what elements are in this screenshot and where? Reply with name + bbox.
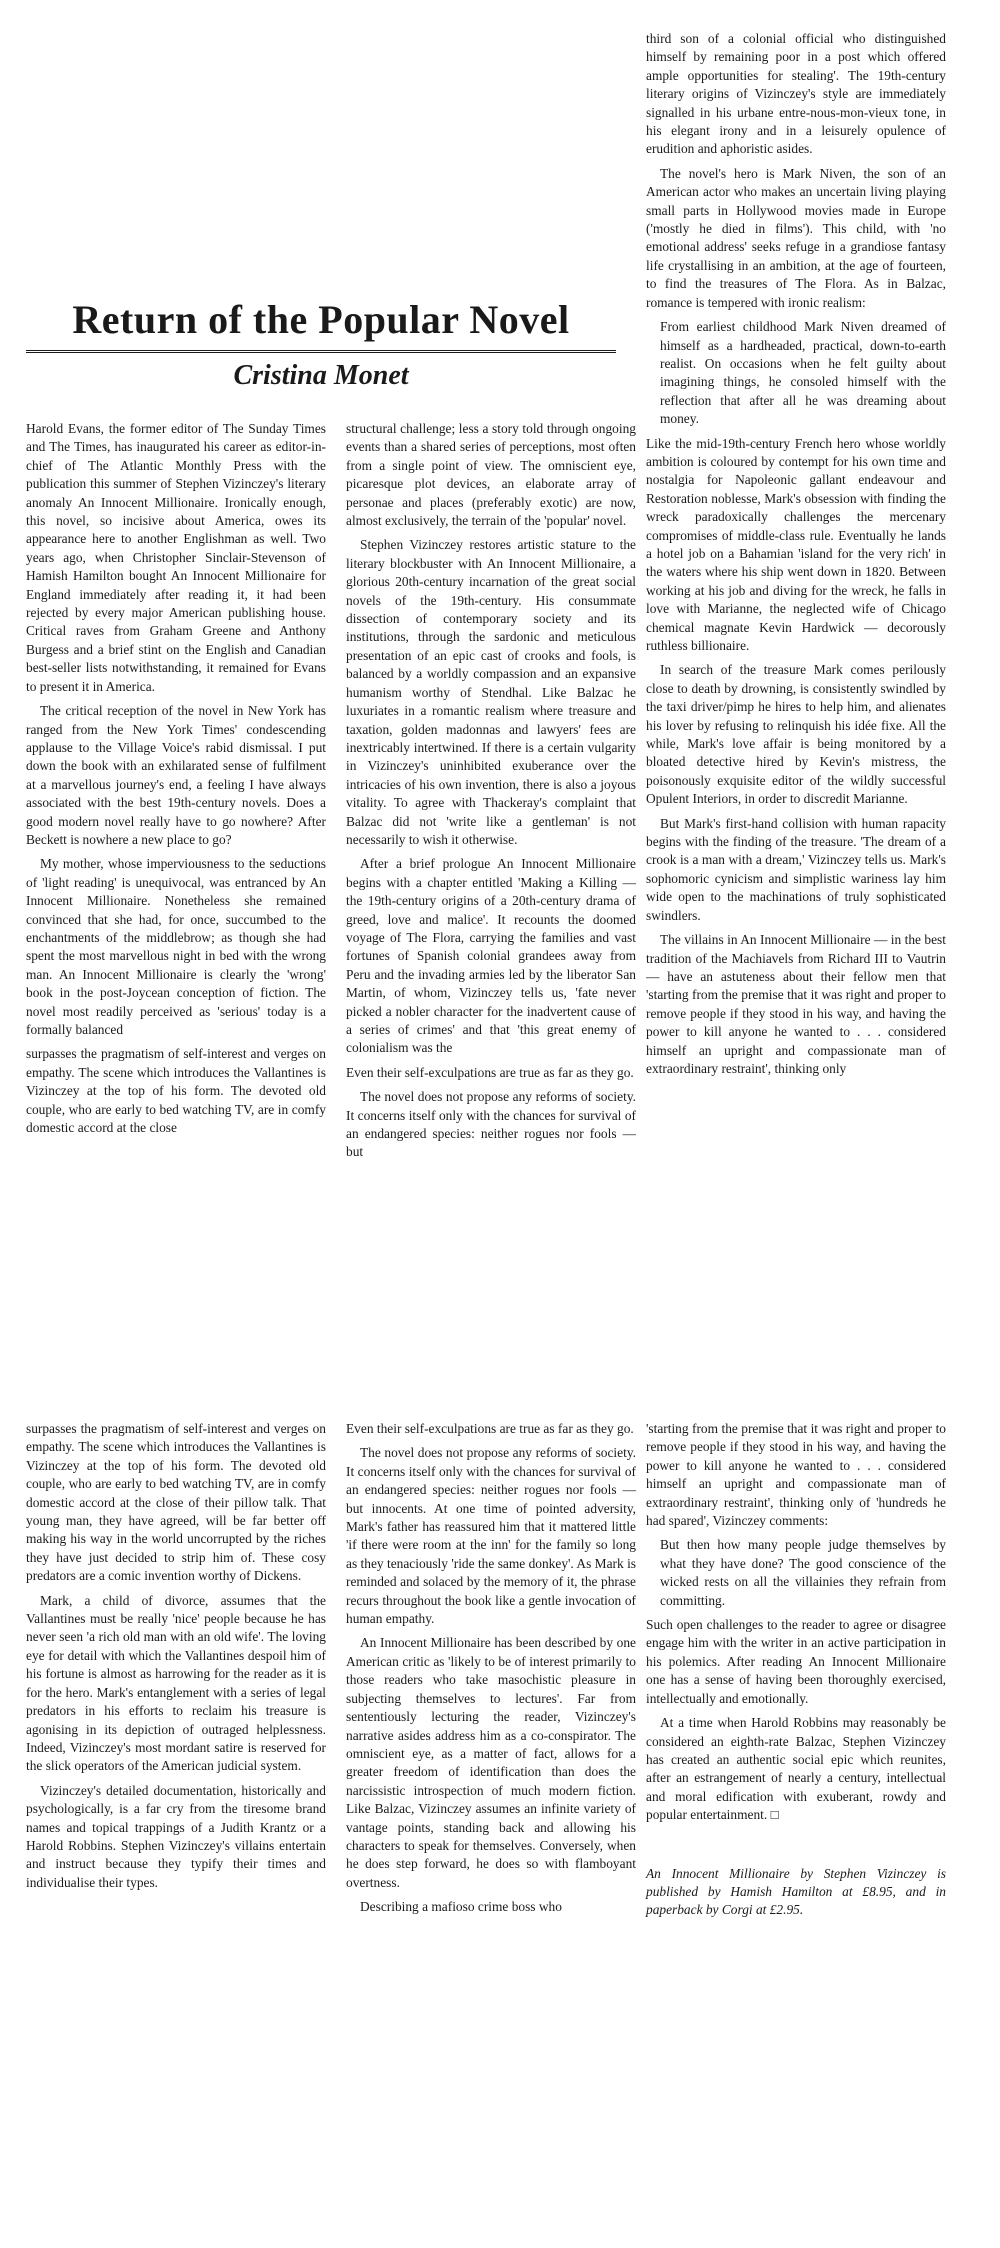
paragraph: After a brief prologue An Innocent Millionaire begins with a chapter entitled 'Making a Killing — the 19th-century origins of a 20th-century drama of greed, love and malice'. It recounts the doomed voyage of The Flora, carrying the families and vast fortunes of Spanish colonial grandees away from Peru and the invading armies led by the liberator San Martin, of whom, Vizinczey tells us, 'fate never picked a nobler character for the inadvertent cause of a series of crimes' and that 'this great enemy of colonialism was the <box>346 856 636 1056</box>
blank-area <box>0 2120 1000 2248</box>
paragraph: Harold Evans, the former editor of The Sunday Times and The Times, has inaugurated his career as editor-in-chief of The Atlantic Monthly Press with the publication this summer of Stephen Vizinczey's literary anomaly An Innocent Millionaire. Ironically enough, this novel, so incisive about America, owes its appearance here to another Englishman as well. Two years ago, when Christopher Sinclair-Stevenson of Hamish Hamilton bought An Innocent Millionaire for England immediately after reading it, it had been rejected by every major American publishing house. Critical raves from Graham Greene and Anthony Burgess and a brief stint on the English and Canadian best-seller lists notwithstanding, it remained for Evans to present it in America. <box>26 421 326 694</box>
publication-credit: An Innocent Millionaire by Stephen Vizinczey is published by Hamish Hamilton at £8.95, and in paperback by Corgi at £2.95. <box>646 1865 946 1918</box>
top-column-3 <box>646 30 946 1084</box>
end-mark: □ <box>770 1807 779 1823</box>
top-column-2 <box>346 420 636 1168</box>
paragraph: The novel's hero is Mark Niven, the son of an American actor who makes an uncertain living playing small parts in Hollywood movies made in Europe ('mostly he died in films'). This child, with 'no emotional address' seeks refuge in a grandiose fantasy life crystallising in an ambition, at the age of fourteen, to find the treasures of The Flora. As in Balzac, romance is tempered with ironic realism: <box>646 165 946 310</box>
article-title: Return of the Popular Novel <box>72 297 570 342</box>
paragraph: Even their self-exculpations are true as far as they go. <box>346 1064 634 1080</box>
title-rule <box>26 350 616 351</box>
bottom-column-1 <box>26 1420 326 1898</box>
paragraph: The novel does not propose any reforms of society. It concerns itself only with the chances for survival of an endangered species: neither rogues nor fools — but innocents. At one time of pointed adversity, Mark's father has reassured him that it mattered little 'if there were room at the inn' for the family so long as they tenaciously 'ride the same donkey'. As Mark is reminded and solaced by the memory of it, the phrase recurs throughout the book like a gentle invocation of human empathy. <box>346 1445 636 1627</box>
paragraph: surpasses the pragmatism of self-interest and verges on empathy. The scene which introduces the Vallantines is Vizinczey at the top of his form. The devoted old couple, who are early to bed watching TV, are in comfy domestic accord at the close of their pillow talk. That young man, they have agreed, will be far better off making his way in the world uncorrupted by the riches they have just decided to strip him of. These cosy predators are a comic invention worthy of Dickens. <box>26 1421 326 1584</box>
paragraph: My mother, whose imperviousness to the seductions of 'light reading' is unequivocal, was entranced by An Innocent Millionaire. Nonetheless she remained convinced that she had, for once, succumbed to the enchantments of the middlebrow; as though she had spent the most marvellous night in bed with the wrong man. An Innocent Millionaire is clearly the 'wrong' book in the post-Joycean conception of fiction. The novel most readily perceived as 'serious' today is a formally balanced <box>26 856 326 1037</box>
bottom-column-2 <box>346 1420 636 1923</box>
paragraph: third son of a colonial official who distinguished himself by remaining poor in a post which offered ample opportunities for stealing'. The 19th-century literary origins of Vizinczey's style are immediately signalled in his urbane entre-nous-mon-vieux tone, in his elegant irony and in a leisurely opulence of erudition and aphoristic asides. <box>646 31 946 157</box>
paragraph: Stephen Vizinczey restores artistic stature to the literary blockbuster with An Innocent Millionaire, a glorious 20th-century incarnation of the great social novels of the 19th-century. His consummate dissection of contemporary society and its institutions, through the sardonic and meticulous presentation of an epic cast of crooks and fools, is balanced by a worldly compassion and an expansive humanism worthy of Stendhal. Like Balzac he luxuriates in a romantic realism where treasure and taxation, golden madonnas and lawyers' fees are inextricably intertwined. If there is a certain vulgarity in Vizinczey's uninhibited exuberance over the intricacies of his own invention, there is also a joyous vitality. To agree with Thackeray's complaint that Balzac did not 'write like a gentleman' is not necessarily to wish it otherwise. <box>346 537 636 847</box>
paragraph: Like the mid-19th-century French hero whose worldly ambition is coloured by contempt for his own time and nostalgia for Napoleonic gallant endeavour and Restoration noblesse, Mark's obsession with finding the wreck paradoxically challenges the mercenary compromises of middle-class rule. Eventually he lands a hotel job on a Bahamian 'island for the very rich' in the waters where his ship went down in 1820. Between working at his job and diving for the wreck, he falls in love with Marianne, the neglected wife of Chicago chemical magnate Kevin Hardwick — decorously ruthless billionaire. <box>646 435 946 653</box>
paragraph: Mark, a child of divorce, assumes that the Vallantines must be really 'nice' people because he has never seen 'a rich old man with an old wife'. The loving eye for detail with which the Vallantines despoil him of his fortune is almost as harrowing for the reader as it is for the hero. Mark's entanglement with a series of legal predators in his efforts to reclaim his treasure is agonising in its depiction of outraged helplessness. Indeed, Vizinczey's most mordant satire is reserved for the slick operators of the American judicial system. <box>26 1592 326 1774</box>
paragraph: Even their self-exculpations are true as far as they go. <box>346 1421 634 1436</box>
block-quote: From earliest childhood Mark Niven dreamed of himself as a hardheaded, practical, down-to-earth realist. On occasions when he felt guilty about imagining things, he consoled himself with the reflection that after all he was dreaming about money. <box>660 319 946 427</box>
paragraph: surpasses the pragmatism of self-interest and verges on empathy. The scene which introduces the Vallantines is Vizinczey at the top of his form. The devoted old couple, who are early to bed watching TV, are in comfy domestic accord at the close <box>26 1046 326 1136</box>
paragraph: Vizinczey's detailed documentation, historically and psychologically, is a far cry from the tiresome brand names and topical trappings of a Judith Krantz or a Harold Robbins. Stephen Vizinczey's villains entertain and instruct because they typify their times and individualise their types. <box>26 1782 326 1890</box>
paragraph: In search of the treasure Mark comes perilously close to death by drowning, is consistently swindled by the taxi driver/pimp he hires to help him, and alienates his lover by refusing to relinquish his idée fixe. All the while, Mark's love affair is being monitored by a bloated detective hired by Kevin's mistress, the poisonously exquisite editor of the wildly successful Opulent Interiors, in order to discredit Marianne. <box>646 662 946 807</box>
bottom-column-3 <box>646 1420 946 1926</box>
paragraph <box>646 1714 946 1824</box>
paragraph-text: At a time when Harold Robbins may reasonably be considered an eighth-rate Balzac, Stephen Vizinczey has created an authentic social epic which reunites, after an estrangement of nearly a century, intellectual and moral edification with exuberant, rowdy and popular entertainment. <box>646 1715 946 1823</box>
paragraph: structural challenge; less a story told through ongoing events than a shared series of perceptions, most often from a single point of view. The omniscient eye, picaresque plot devices, an elaborate array of personae and places (preferably exotic) are now, almost exclusively, the terrain of the 'popular' novel. <box>346 421 636 529</box>
paragraph: Such open challenges to the reader to agree or disagree engage him with the writer in an active participation in his polemics. After reading An Innocent Millionaire one has a sense of having been thoroughly exercised, intellectually and emotionally. <box>646 1617 946 1706</box>
block-quote: But then how many people judge themselves by what they have done? The good conscience of the wicked rests on all the villainies they refrain from committing. <box>660 1537 946 1608</box>
article-author: Cristina Monet <box>233 360 409 391</box>
page-bottom <box>0 1390 1000 2120</box>
paragraph: The critical reception of the novel in New York has ranged from the New York Times' condescending applause to the Village Voice's rabid dismissal. I put down the book with an exhilarated sense of fulfilment at a marvellous journey's end, a feeling I have always associated with the best 19th-century novels. Does a good modern novel really have to go nowhere? After Beckett is nowhere a new place to go? <box>26 703 326 847</box>
paragraph: An Innocent Millionaire has been described by one American critic as 'likely to be of interest primarily to those readers who take masochistic pleasure in subjecting themselves to lectures'. Far from sententiously lecturing the reader, Vizinczey's narrative asides address him as a co-conspirator. The omniscient eye, as a matter of fact, allows for a greater freedom of identification than does the narcissistic introspection of much modern fiction. Like Balzac, Vizinczey assumes an infinite variety of vantage points, standing back and allowing his characters to speak for themselves. Conversely, when he does step forward, he does so with flamboyant overtness. <box>346 1635 636 1890</box>
page-gap <box>0 1310 1000 1390</box>
top-column-1 <box>26 420 326 1143</box>
paragraph: But Mark's first-hand collision with human rapacity begins with the finding of the treasure. 'The dream of a crook is a man with a dream,' Vizinczey tells us. Mark's sophomoric cynicism and simplistic wariness lay him wide open to the machinations of truly sophisticated swindlers. <box>646 815 946 923</box>
paragraph: 'starting from the premise that it was right and proper to remove people if they stood in his way, and having the power to kill anyone he wanted to . . . considered himself an upright and compassionate man of extraordinary restraint', thinking only of 'hundreds he had spared', Vizinczey comments: <box>646 1421 946 1529</box>
paragraph: The villains in An Innocent Millionaire — in the best tradition of the Machiavels from Richard III to Vautrin — have an astuteness about their fellow men that 'starting from the premise that it was right and proper to remove people if they stood in his way, and having the power to kill anyone he wanted to . . . considered himself an upright and compassionate man of extraordinary restraint', thinking only <box>646 932 946 1076</box>
title-rule <box>26 352 616 353</box>
paragraph: Describing a mafioso crime boss who <box>360 1899 562 1915</box>
paragraph: The novel does not propose any reforms of society. It concerns itself only with the chances for survival of an endangered species: neither rogues nor fools — but <box>346 1089 636 1160</box>
